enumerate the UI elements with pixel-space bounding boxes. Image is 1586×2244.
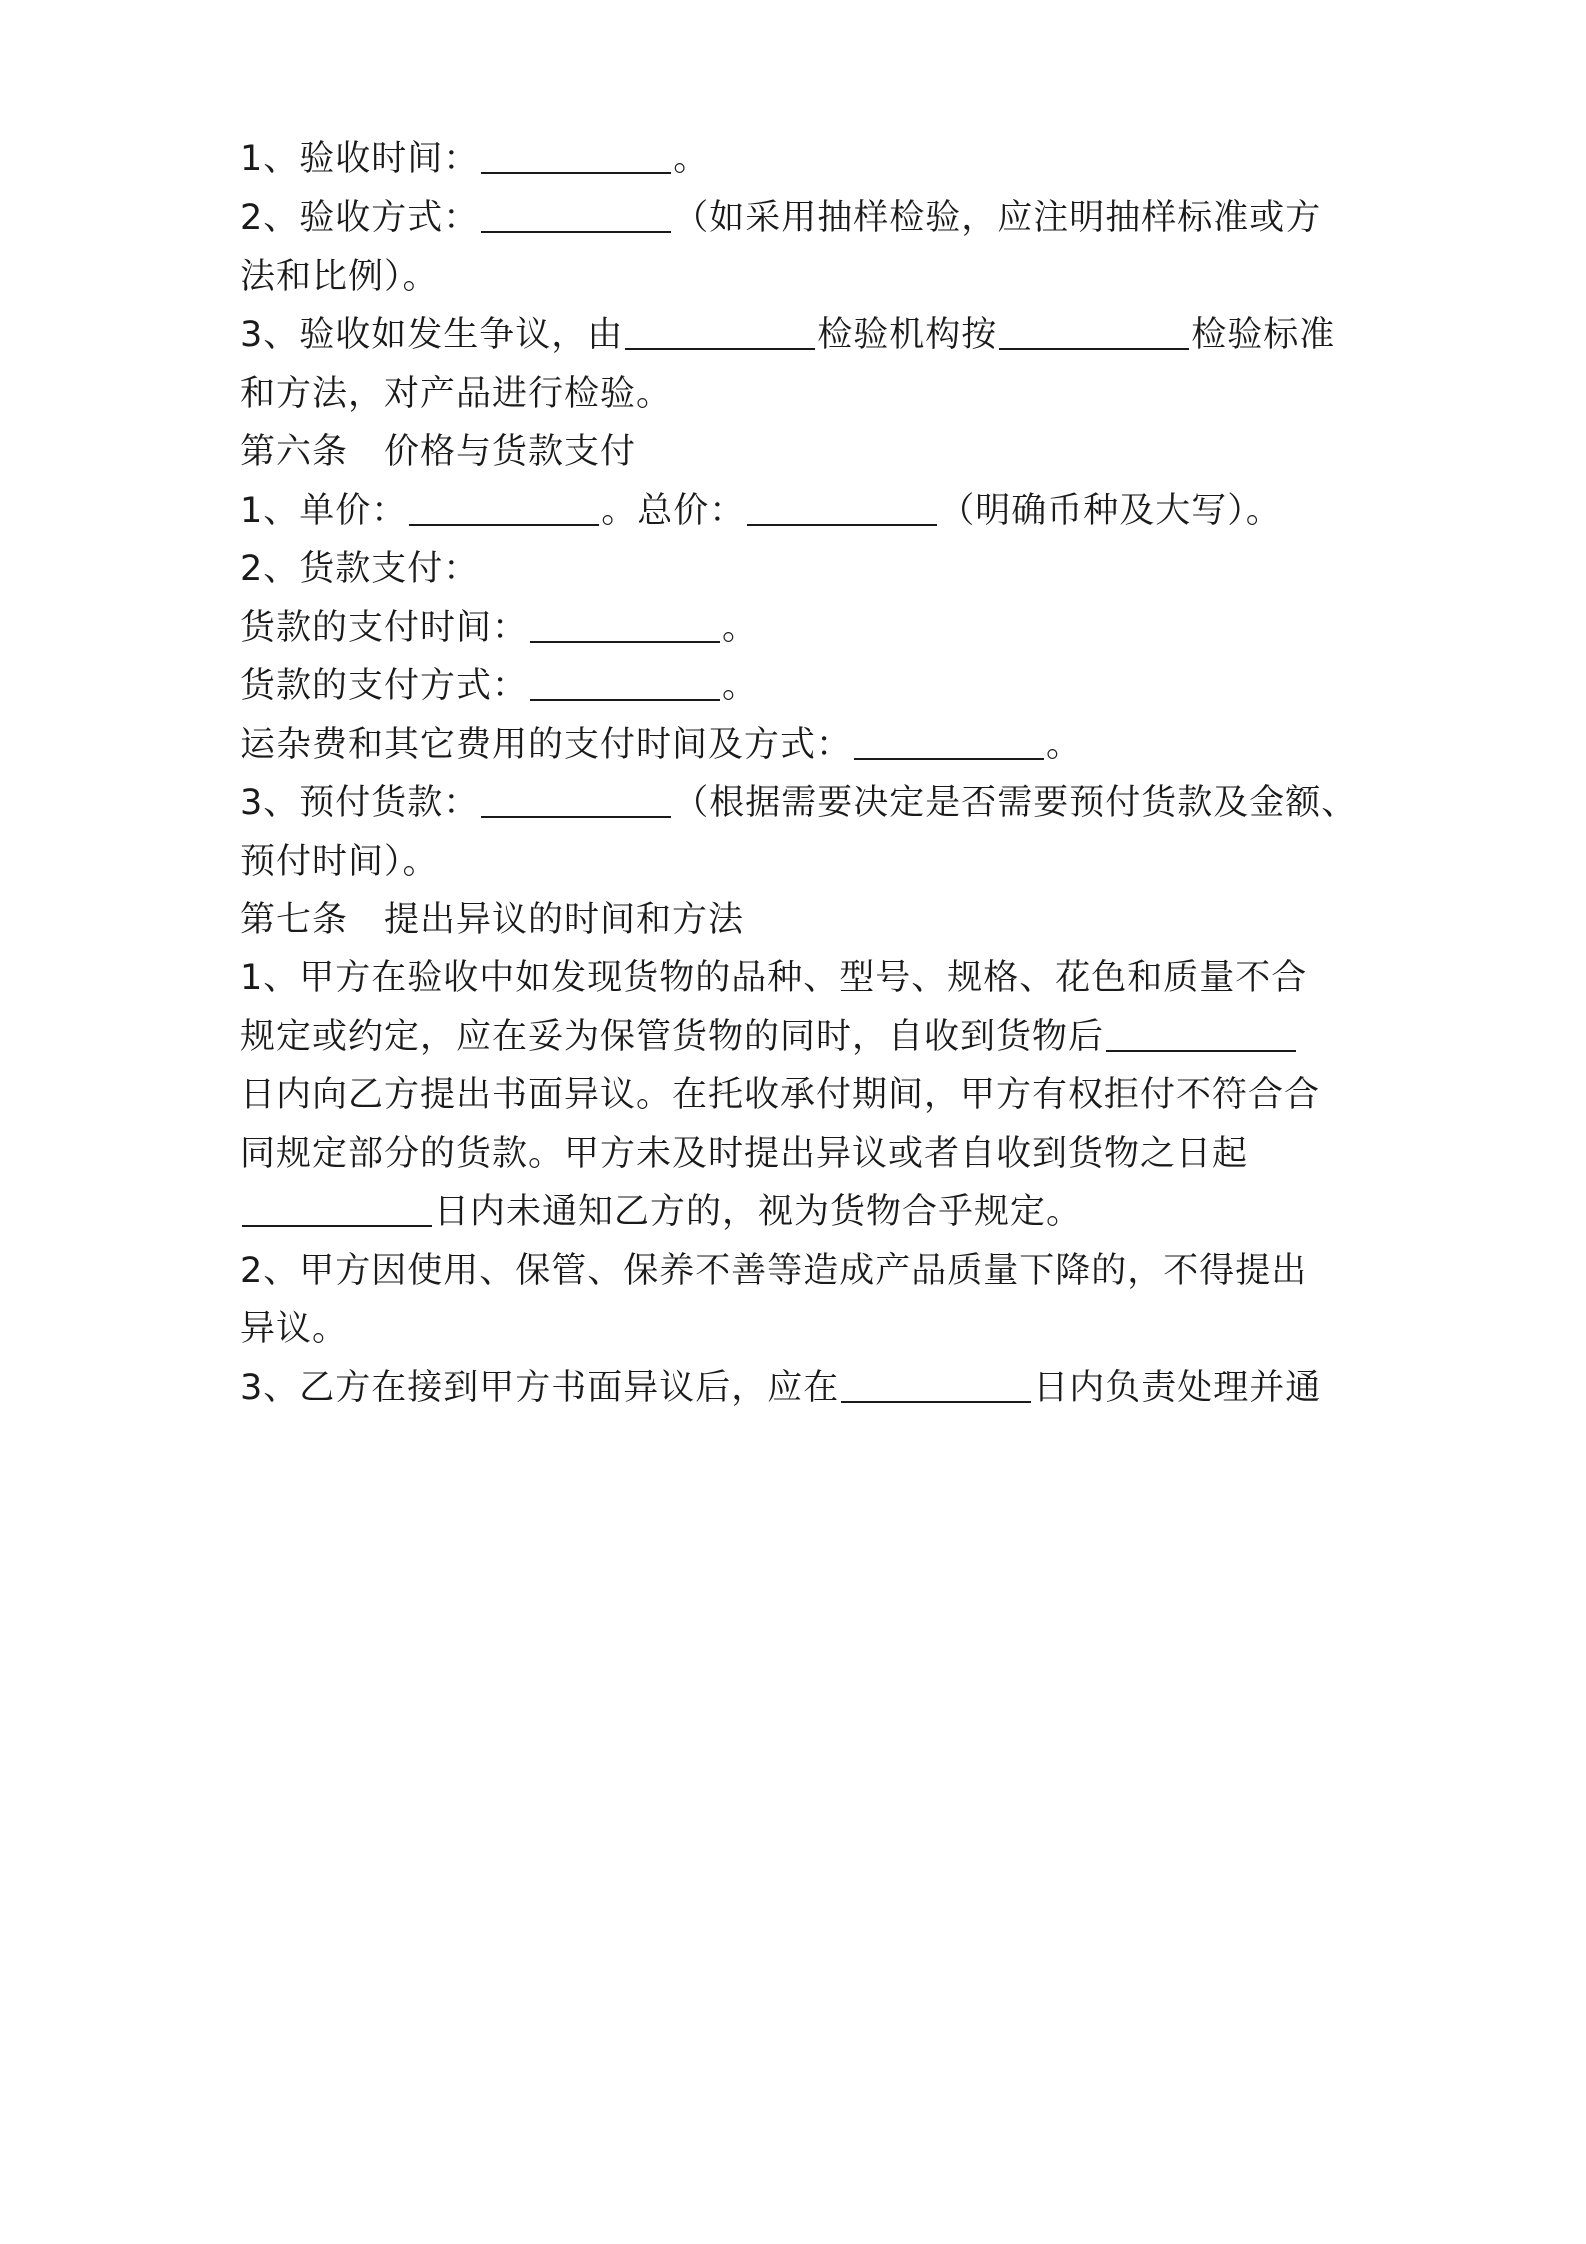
text-segment: 法和比例）。 [240,257,439,297]
text-line [240,661,1390,711]
text-segment: 3、乙方在接到甲方书面异议后，应在 [240,1368,840,1408]
text-line [240,1129,1390,1179]
text-segment: 2、验收方式： [240,198,480,238]
text-segment: 日内向乙方提出书面异议。在托收承付期间，甲方有权拒付不符合合 [240,1075,1321,1115]
text-segment: 。 [722,666,759,706]
text-segment: 。 [673,139,710,179]
fill-in-blank [530,665,720,701]
text-segment: 同规定部分的货款。甲方未及时提出异议或者自收到货物之日起 [240,1134,1249,1174]
fill-in-blank [242,1191,432,1227]
fill-in-blank [530,607,720,643]
text-segment: 第六条 价格与货款支付 [240,432,637,472]
text-segment: （如采用抽样检验，应注明抽样标准或方 [673,198,1322,238]
fill-in-blank [481,197,671,233]
text-line [240,895,1390,945]
text-segment: 3、验收如发生争议，由 [240,315,624,355]
text-line [240,1246,1390,1296]
text-segment: 3、预付货款： [240,783,480,823]
text-segment: 和方法，对产品进行检验。 [240,374,673,414]
text-line [240,193,1390,243]
text-segment: 检验机构按 [817,315,998,355]
text-line [240,1187,1390,1237]
text-line [240,252,1390,302]
text-segment: 规定或约定，应在妥为保管货物的同时，自收到货物后 [240,1017,1105,1057]
text-segment: 2、甲方因使用、保管、保养不善等造成产品质量下降的，不得提出 [240,1251,1308,1291]
text-segment: 检验标准 [1191,315,1336,355]
text-segment: 第七条 提出异议的时间和方法 [240,900,745,940]
text-segment: 日内未通知乙方的，视为货物合乎规定。 [434,1192,1083,1232]
text-line [240,134,1390,184]
text-segment: 1、甲方在验收中如发现货物的品种、型号、规格、花色和质量不合 [240,958,1308,998]
text-segment: 1、单价： [240,491,408,531]
text-segment: 异议。 [240,1309,349,1349]
text-line [240,310,1390,360]
text-line [240,1304,1390,1354]
text-segment: （明确币种及大写）。 [939,491,1282,531]
text-segment: 日内负责处理并通 [1033,1368,1322,1408]
fill-in-blank [747,490,937,526]
text-line [240,1012,1390,1062]
text-line [240,603,1390,653]
fill-in-blank [999,314,1189,350]
text-segment: （根据需要决定是否需要预付货款及金额、 [673,783,1358,823]
fill-in-blank [841,1367,1031,1403]
fill-in-blank [409,490,599,526]
text-line [240,720,1390,770]
text-line [240,369,1390,419]
text-segment: 2、货款支付： [240,549,480,589]
text-line [240,1070,1390,1120]
text-segment: 。 [1046,725,1083,765]
text-segment: 货款的支付方式： [240,666,529,706]
text-segment: 1、验收时间： [240,139,480,179]
fill-in-blank [625,314,815,350]
text-segment: 。总价： [601,491,746,531]
text-segment: 。 [722,608,759,648]
fill-in-blank [481,138,671,174]
fill-in-blank [1106,1016,1296,1052]
text-line [240,778,1390,828]
text-line [240,1363,1390,1413]
text-segment: 运杂费和其它费用的支付时间及方式： [240,725,853,765]
text-segment: 预付时间）。 [240,842,439,882]
fill-in-blank [854,724,1044,760]
text-line [240,953,1390,1003]
fill-in-blank [481,782,671,818]
text-segment: 货款的支付时间： [240,608,529,648]
text-line [240,427,1390,477]
text-line [240,486,1390,536]
text-line [240,837,1390,887]
text-line [240,544,1390,594]
